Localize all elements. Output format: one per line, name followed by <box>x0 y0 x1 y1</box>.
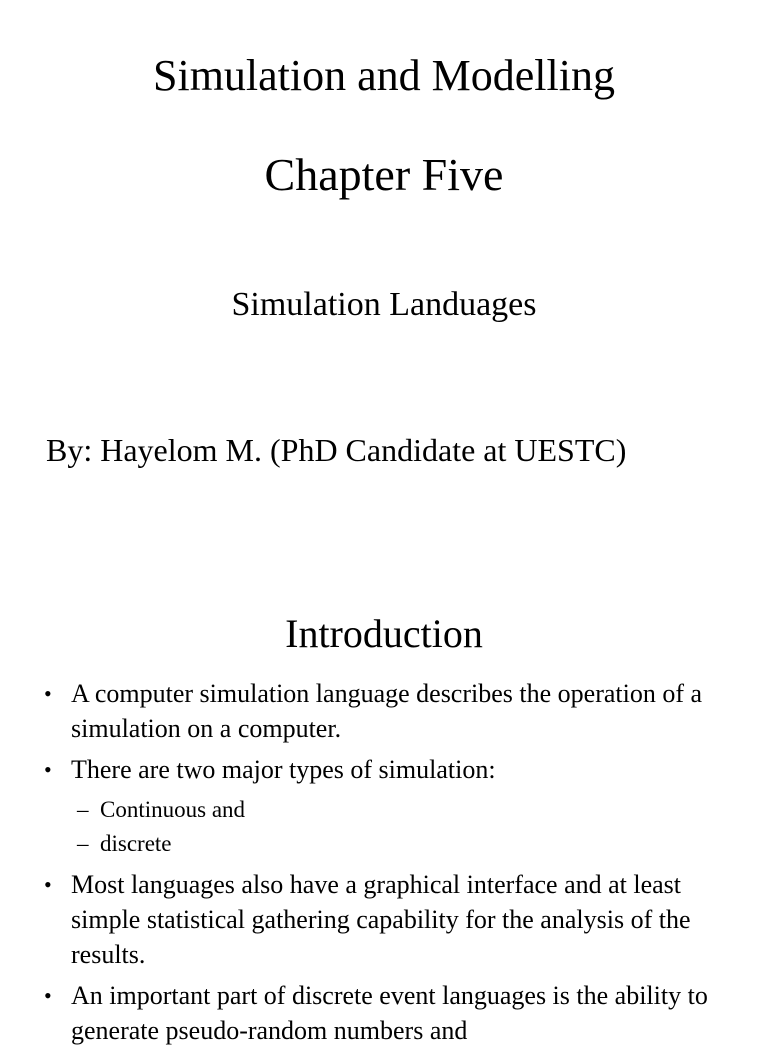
bullet-text: An important part of discrete event languages is the ability to generate pseudo-random numbers and <box>71 981 708 1045</box>
presentation-title: Simulation and Modelling <box>153 51 615 100</box>
sub-item-text: discrete <box>100 831 172 856</box>
bullet-icon: • <box>44 757 52 782</box>
bullet-text: Most languages also have a graphical interface and at least simple statistical gathering capability for the analysis of the results. <box>71 870 691 969</box>
dash-icon: – <box>77 797 89 822</box>
author-line: By: Hayelom M. (PhD Candidate at UESTC) <box>46 432 627 468</box>
slide-subtitle: Simulation Landuages <box>231 286 537 323</box>
bullet-icon: • <box>44 872 52 897</box>
bullet-icon: • <box>44 983 52 1008</box>
bullet-text: A computer simulation language describes the operation of a simulation on a computer. <box>71 679 703 743</box>
bullet-item <box>0 978 768 1048</box>
sub-item-text: Continuous and <box>100 797 246 822</box>
sub-list-item <box>0 793 768 827</box>
bullet-text: There are two major types of simulation: <box>71 755 496 784</box>
sub-list-container <box>0 793 768 861</box>
dash-icon: – <box>77 831 89 856</box>
bullet-icon: • <box>44 681 52 706</box>
introduction-heading: Introduction <box>285 611 483 656</box>
bullet-item <box>0 676 768 746</box>
chapter-title: Chapter Five <box>264 149 504 200</box>
introduction-slide <box>0 560 768 1045</box>
sub-list-item <box>0 827 768 861</box>
sub-list <box>0 793 768 861</box>
bullet-item <box>0 867 768 972</box>
bullet-list <box>0 676 768 1054</box>
bullet-item <box>0 752 768 787</box>
